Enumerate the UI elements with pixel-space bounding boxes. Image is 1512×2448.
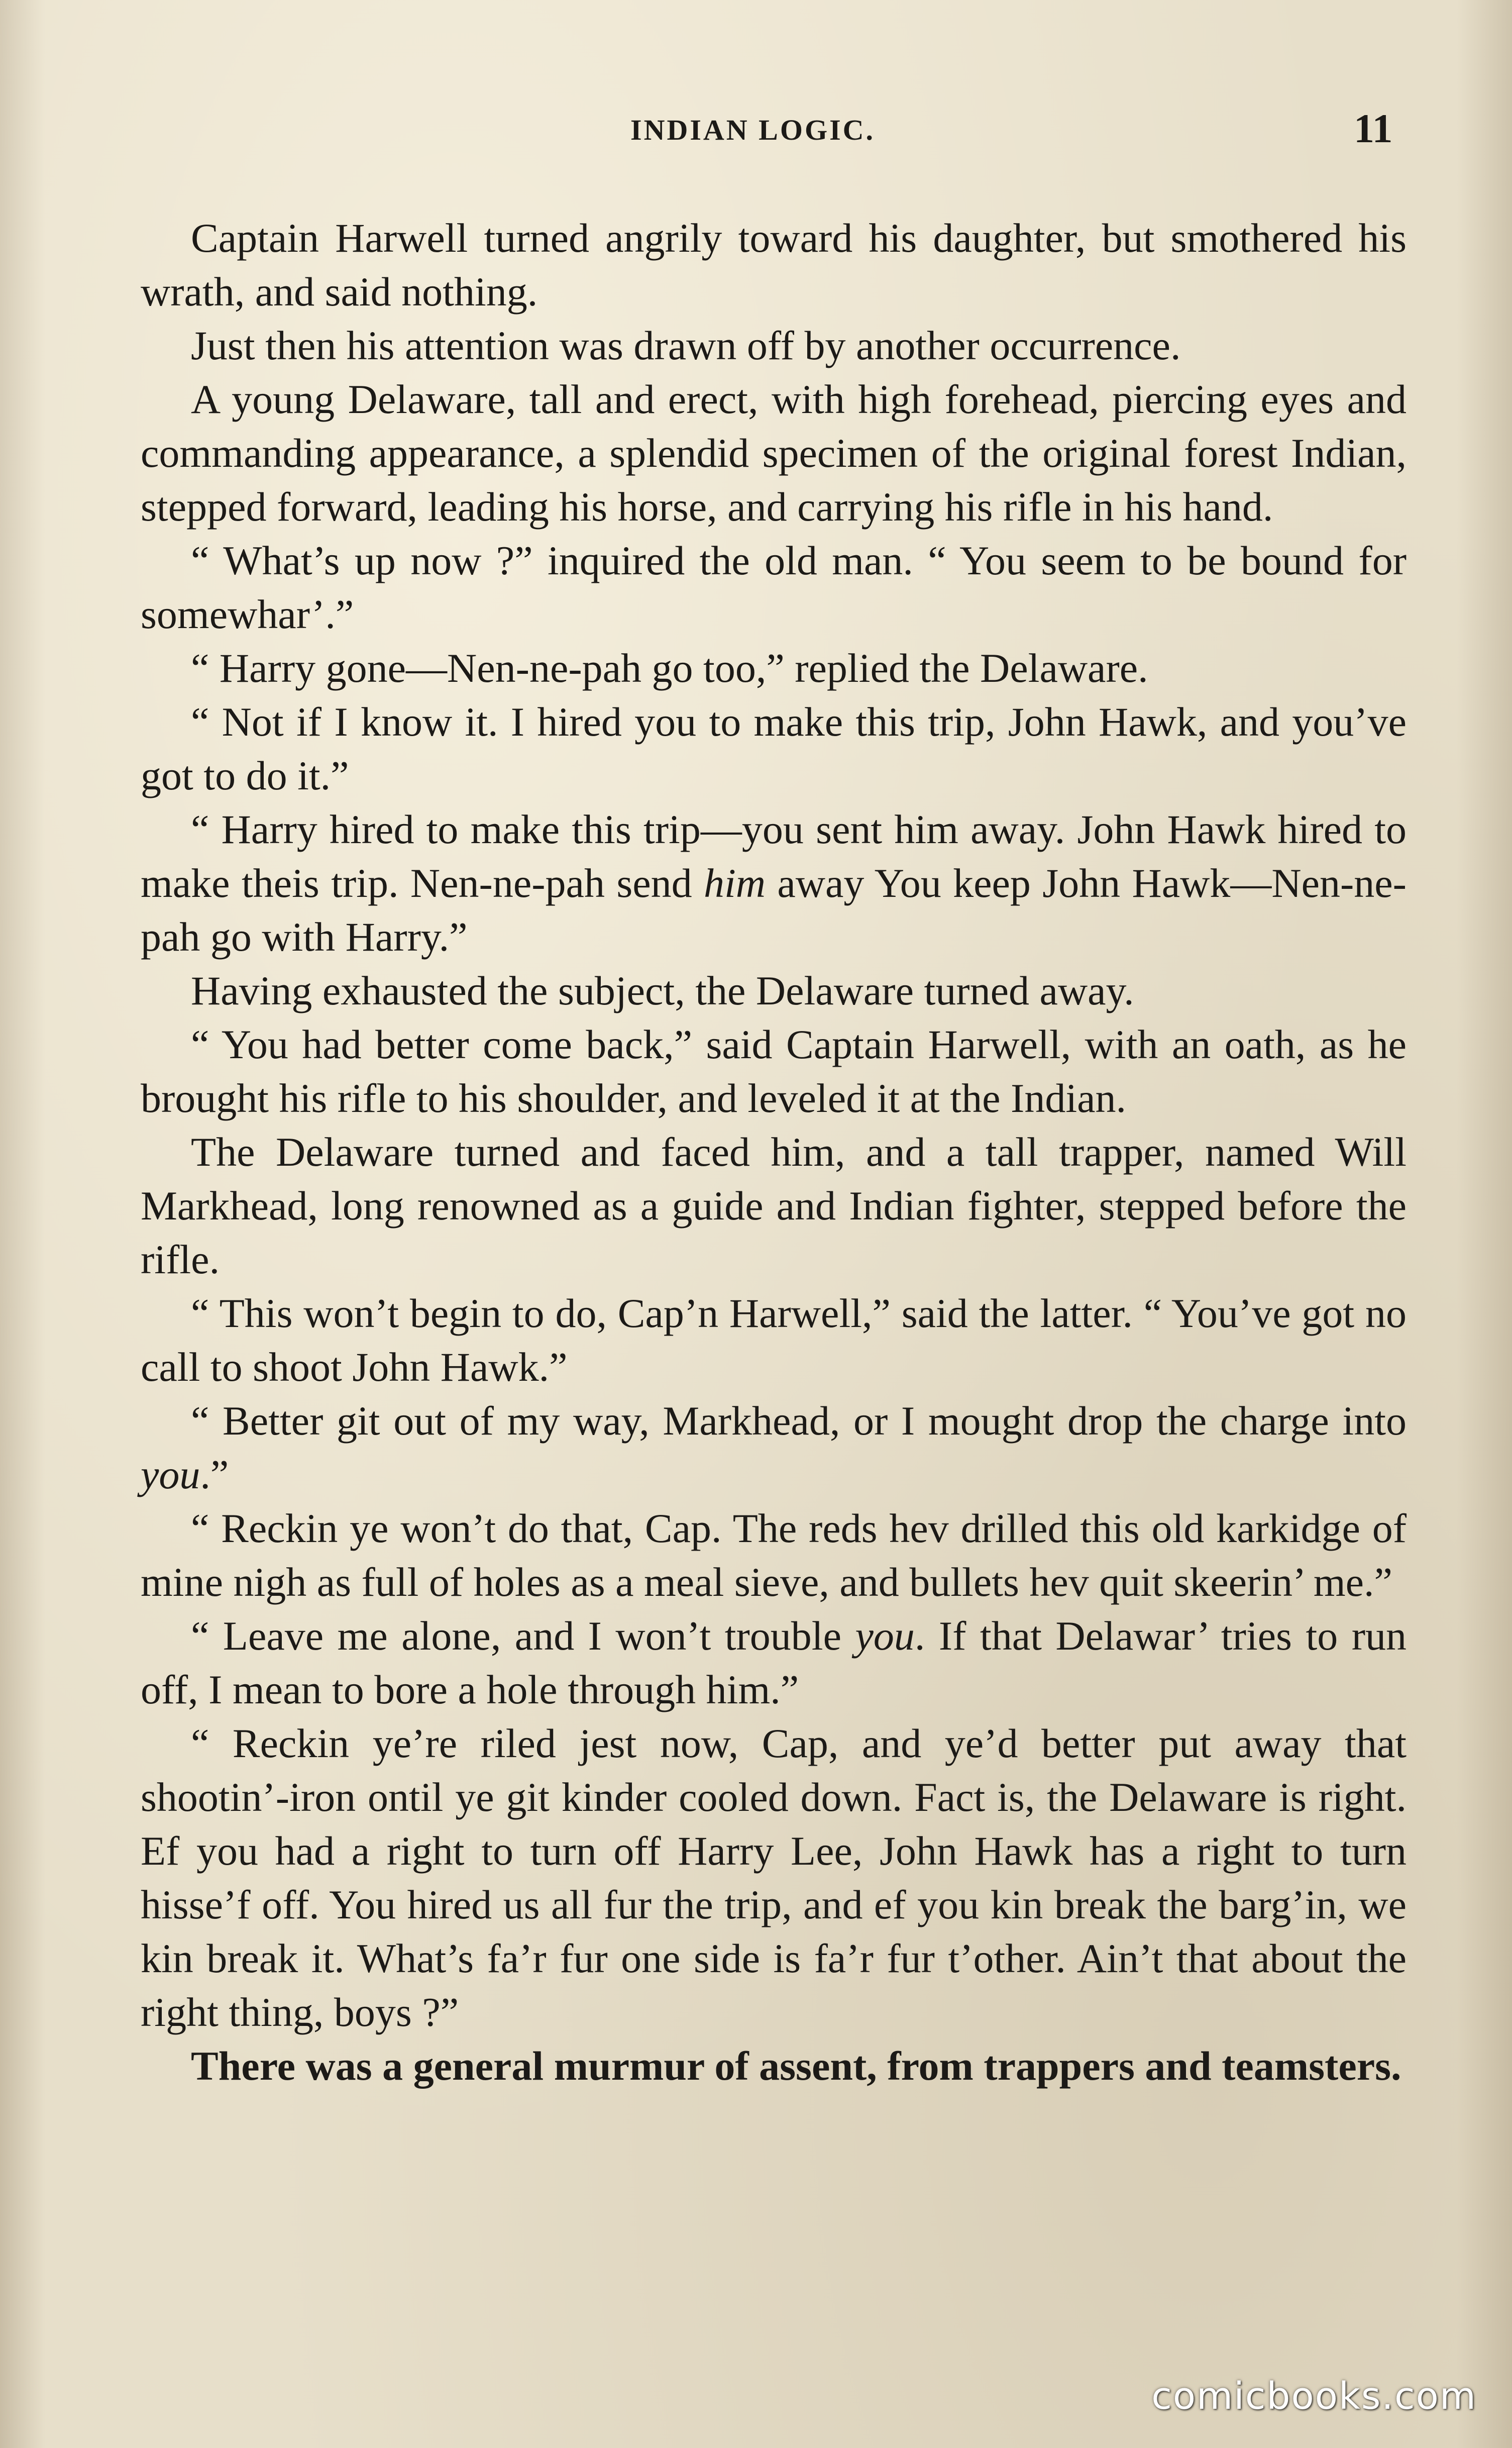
running-title: INDIAN LOGIC. <box>630 114 876 146</box>
paragraph-6: “ Not if I know it. I hired you to make this trip, John Hawk, and you’ve got to do it.” <box>141 699 1407 798</box>
paragraph-14-emphasis: you <box>855 1613 915 1659</box>
paragraph-12 <box>141 1394 1407 1501</box>
paragraph-8: Having exhausted the subject, the Delaware turned away. <box>191 968 1134 1013</box>
paragraph-12-emphasis: you <box>141 1452 200 1497</box>
paragraph-7 <box>141 802 1407 964</box>
paragraph-10: The Delaware turned and faced him, and a tall trapper, named Will Markhead, long renowned as a guide and Indian fighter, stepped before the rifle. <box>141 1129 1407 1282</box>
page-header <box>0 108 1512 153</box>
body-text <box>141 211 1407 2093</box>
paragraph-2: Just then his attention was drawn off by another occurrence. <box>191 323 1181 368</box>
paragraph-3: A young Delaware, tall and erect, with high forehead, piercing eyes and commanding appearance, a splendid specimen of the original forest Indian, stepped forward, leading his horse, and carrying his rifle in his hand. <box>141 376 1407 530</box>
page-number: 11 <box>1354 106 1393 151</box>
paragraph-7-emphasis: him <box>704 860 766 906</box>
paragraph-1: Captain Harwell turned angrily toward his daughter, but smothered his wrath, and said nothing. <box>141 215 1407 315</box>
paragraph-16: There was a general murmur of assent, from trappers and teamsters. <box>191 2043 1401 2089</box>
site-watermark: comicbooks.com <box>1151 2375 1477 2418</box>
paragraph-13: “ Reckin ye won’t do that, Cap. The reds hev drilled this old karkidge of mine nigh as full of holes as a meal sieve, and bullets hev quit skeerin’ me.” <box>141 1505 1407 1605</box>
paragraph-5: “ Harry gone—Nen-ne-pah go too,” replied the Delaware. <box>191 645 1148 691</box>
paragraph-14-after: . If that Delawar’ tries to run off, I mean to bore a hole through him.” <box>141 1613 1407 1712</box>
paragraph-9: “ You had better come back,” said Captain Harwell, with an oath, as he brought his rifle to his shoulder, and leveled it at the Indian. <box>141 1022 1407 1121</box>
paragraph-11: “ This won’t begin to do, Cap’n Harwell,” said the latter. “ You’ve got no call to shoot John Hawk.” <box>141 1290 1407 1390</box>
paragraph-4: “ What’s up now ?” inquired the old man. “ You seem to be bound for somewhar’.” <box>141 538 1407 637</box>
paragraph-14 <box>141 1609 1407 1716</box>
paragraph-7-before: “ Harry hired to make this trip—you sent him away. John Hawk hired to make theis trip. Nen-ne-pah send <box>141 806 1407 906</box>
paragraph-15: “ Reckin ye’re riled jest now, Cap, and ye’d better put away that shootin’-iron ontil ye git kinder cooled down. Fact is, the Delaware is right. Ef you had a right to turn off Harry Lee, John Hawk has a right to turn hisse’f off. You hired us all fur the trip, and ef you kin break the barg’in, we kin break it. What’s fa’r fur one side is fa’r fur t’other. Ain’t that about the right thing, boys ?” <box>141 1720 1407 2035</box>
paragraph-12-after: .” <box>200 1452 229 1497</box>
paragraph-12-before: “ Better git out of my way, Markhead, or I mought drop the charge into <box>191 1398 1407 1444</box>
paragraph-14-before: “ Leave me alone, and I won’t trouble <box>191 1613 855 1659</box>
paragraph-7-after: away You keep John Hawk—Nen-ne-pah go with Harry.” <box>141 860 1407 960</box>
